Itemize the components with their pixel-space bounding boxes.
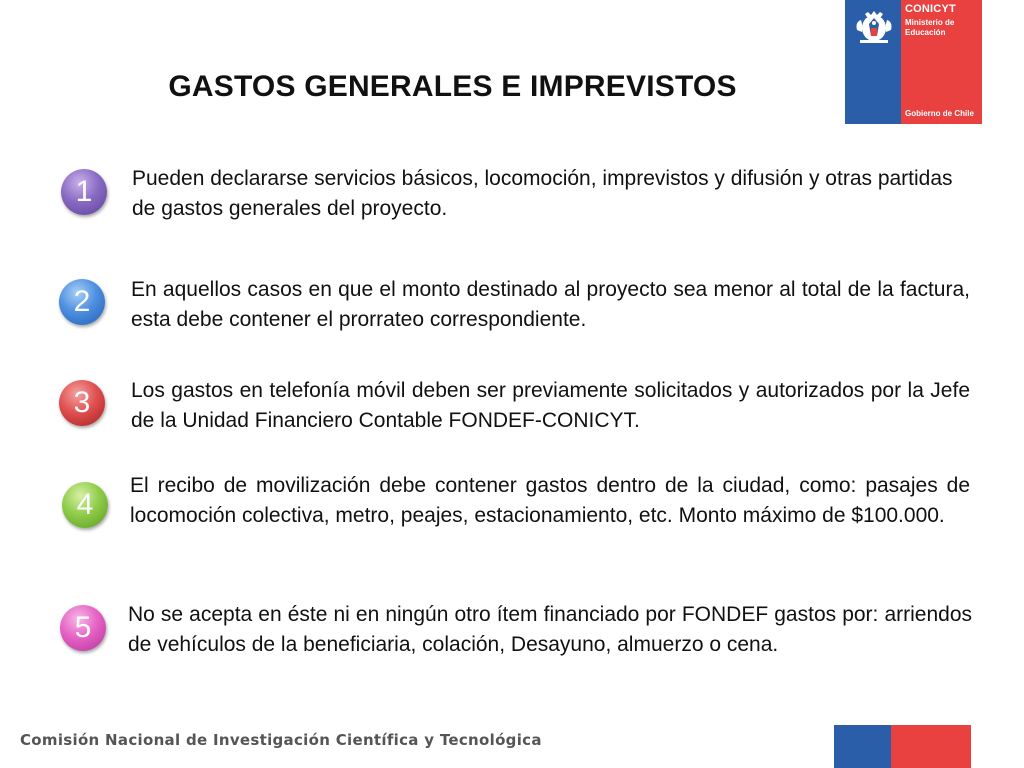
logo-government: Gobierno de Chile [905, 109, 974, 118]
number-badge-1: 1 [61, 169, 107, 215]
logo-ministry: Ministerio de Educación [905, 18, 955, 37]
item-text-3: Los gastos en telefonía móvil deben ser previamente solicitados y autorizados por la Jefe de la Unidad Financiero Contable FONDEF-CONICYT. [131, 379, 970, 432]
number-badge-2: 2 [59, 279, 105, 325]
logo-blue-panel [845, 0, 901, 124]
footer-flag-red [891, 725, 971, 768]
number-badge-5: 5 [60, 605, 106, 651]
logo-red-panel [901, 0, 982, 124]
footer-text: Comisión Nacional de Investigación Científica y Tecnológica [20, 731, 542, 749]
footer-flag [834, 725, 971, 768]
logo-name: CONICYT [905, 3, 956, 15]
item-text-5: No se acepta en éste ni en ningún otro ítem financiado por FONDEF gastos por: arriendos de vehículos de la beneficiaria, colación, Desayuno, almuerzo o cena. [128, 603, 972, 656]
item-text-2: En aquellos casos en que el monto destinado al proyecto sea menor al total de la factura, esta debe contener el prorrateo correspondiente. [131, 278, 970, 331]
slide-title: GASTOS GENERALES E IMPREVISTOS [168, 70, 737, 103]
item-text-4: El recibo de movilización debe contener gastos dentro de la ciudad, como: pasajes de locomoción colectiva, metro, peajes, estacionamiento, etc. Monto máximo de $100.000. [130, 474, 970, 527]
number-badge-4: 4 [62, 482, 108, 528]
footer-flag-blue [834, 725, 891, 768]
number-badge-3: 3 [59, 380, 105, 426]
conicyt-logo [845, 0, 982, 124]
chile-coat-of-arms-icon [851, 6, 897, 46]
item-text-1: Pueden declararse servicios básicos, locomoción, imprevistos y difusión y otras partidas de gastos generales del proyecto. [132, 167, 953, 220]
